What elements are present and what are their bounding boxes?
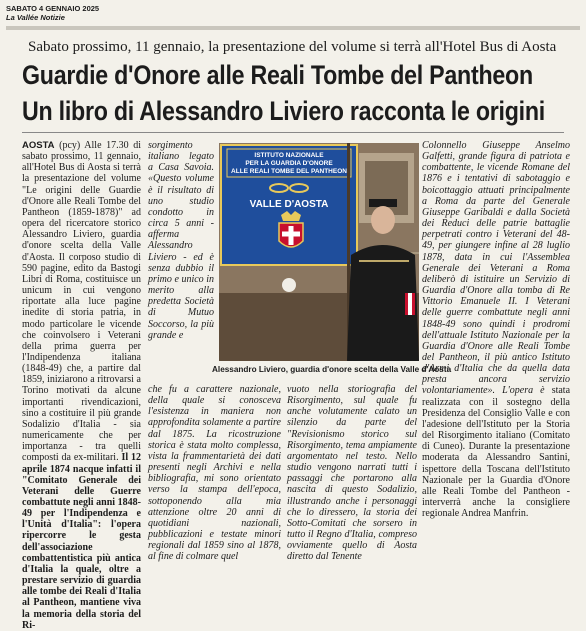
column-1-bold-text: Il 12 aprile 1874 nacque infatti il "Comitato Generale dei Veterani delle Guerre combattute negli anni 1848-49 per l'Indipendenza e l'Unità d'Italia": l'opera ripercorre le gesta dell'associazione combattentistica più antica d'Italia la quale, oltre a prestare servizio di guardia alle tombe dei Reali d'Italia al Pantheon, mantiene viva la memoria della storia del Ri- [22, 452, 142, 631]
column-4 [287, 384, 417, 563]
banner-line-1: ISTITUTO NAZIONALE [254, 152, 324, 159]
banner-region: VALLE D'AOSTA [249, 199, 329, 210]
column-2 [148, 140, 214, 341]
headline-line-1: Guardie d'Onore alle Reali Tombe del Pantheon [22, 60, 533, 90]
newspaper-name: La Vallée Notizie [6, 13, 65, 22]
column-5 [422, 140, 570, 519]
dateline: AOSTA [22, 140, 55, 151]
savoy-shield-icon [279, 211, 303, 247]
top-divider [6, 26, 580, 30]
column-4-text: vuoto nella storiografia del Risorgimento, sul quale fu anche volutamente calato un silenzio da parte del "Revisionismo storico sul Risorgimento, tema ampiamente argomentato nel testo. Nello studio vengono narrati tutti i passaggi che portarono alla nascita di questo Sodalizio, illustrando anche i personaggi che lo diressero, la storia dei Sotto-Comitati che sorsero in tutto il Regno d'Italia, compreso ovviamente quello di Aosta diretto dal Tenente [287, 384, 417, 563]
column-5-text: stata realizzata con il sostegno della Presidenza del Consiglio Valle e con l'adesione dell'Istituto per la Storia del Risorgimento italiano (Comitato di Cuneo). Durante la presentazione moderata da Alessandro Santini, ispettore della Toscana dell'Istituto Nazionale per la Guardia d'Onore alle Reali Tombe del Pantheon - interverrà anche la consigliere regionale Andrea Manfrin. [422, 385, 571, 520]
column-3-text: che fu a carattere nazionale, della quale si conosceva l'esistenza in maniera non approfondita solamente a partire dal 1875. La ricostruzione storica è stata molto complessa, vista la frammentarietà dei dati presenti negli Archivi e nella bibliografia, mi sono orientato verso la stampa dell'epoca, sottoponendo alla mia attenzione oltre 20 anni di quotidiani nazionali, pubblicazioni e testate minori regionali dal 1859 sino al 1878, al fine di colmare quel [148, 384, 281, 563]
headline-rule [22, 132, 564, 133]
photo-illustration [219, 143, 419, 361]
column-5-italic-text: Colonnello Giuseppe Anselmo Galfetti, grande figura di patriota e combattente, le vicende Romane del 1876 e i tentativi di sabotaggio e boicottaggio attuati principalmente a Roma da parte del Generale Giuseppe Garibaldi e dalla Società dei Reduci delle patrie battaglie perpetrati contro i Veterani del 48-49, per giungere infine al 28 luglio 1878, data in cui l'Assemblea Generale dei Veterani a Roma deliberò di istituire un Servizio di Guardia d'Onore alla tomba di Re Vittorio Emanuele II. I Veterani delle guerre combattute negli anni 1848-49 sono quindi i prodromi dell'attuale Istituto Nazionale per la Guardia d'Onore alle Reali Tombe del Pantheon, il più antico Istituto d'Armi d'Italia che da quella data presta ancora servizio volontariamente». L'opera è [422, 140, 570, 397]
article-kicker: Sabato prossimo, 11 gennaio, la presentazione del volume si terrà all'Hotel Bus di Aosta [28, 39, 557, 55]
masthead [6, 4, 206, 22]
photo-caption: Alessandro Liviero, guardia d'onore scelta della Valle d'Aosta [212, 365, 452, 374]
column-2-text: sorgimento italiano legato a Casa Savoia. «Questo volume è il risultato di uno studio condotto in circa 5 anni - afferma Alessandro Liviero - ed è senza dubbio il primo e unico in merito alla predetta Società di Mutuo Soccorso, la più grande e [148, 140, 214, 341]
article-photo [219, 143, 419, 361]
column-1-text: (pcy) Alle 17.30 di sabato prossimo, 11 gennaio, all'Hotel Bus di Aosta si terrà la presentazione del volume "Le origini delle Guardie d'Onore alle Reali Tombe del Pantheon (1859-1878)" ad opera del ricercatore storico Alessandro Liviero, guardia d'onore scelta della Valle d'Aosta. Il corposo studio di 590 pagine, edito da Bastogi Libri di Roma, costituisce un unicum in cui vengono riportate alla luce pagine inedite di storia patria, in modo particolare le vicende che coinvolsero i Veterani della prima guerra per l'Indipendenza italiana (1848-49) che, a partire dal 1859, iniziarono a ritrovarsi a Torino motivati da alcune importanti rivendicazioni, sino a costituire il più grande Sodalizio d'Italia - sia numericamente che per importanza - tra quelli composti da ex-militari. [22, 140, 142, 464]
banner-line-3: ALLE REALI TOMBE DEL PANTHEON [231, 168, 347, 175]
issue-date: SABATO 4 GENNAIO 2025 [6, 4, 100, 13]
banner-line-2: PER LA GUARDIA D'ONORE [245, 160, 333, 167]
column-3 [148, 384, 281, 563]
column-1 [22, 140, 141, 631]
headline-line-2: Un libro di Alessandro Liviero racconta le origini [22, 96, 545, 126]
